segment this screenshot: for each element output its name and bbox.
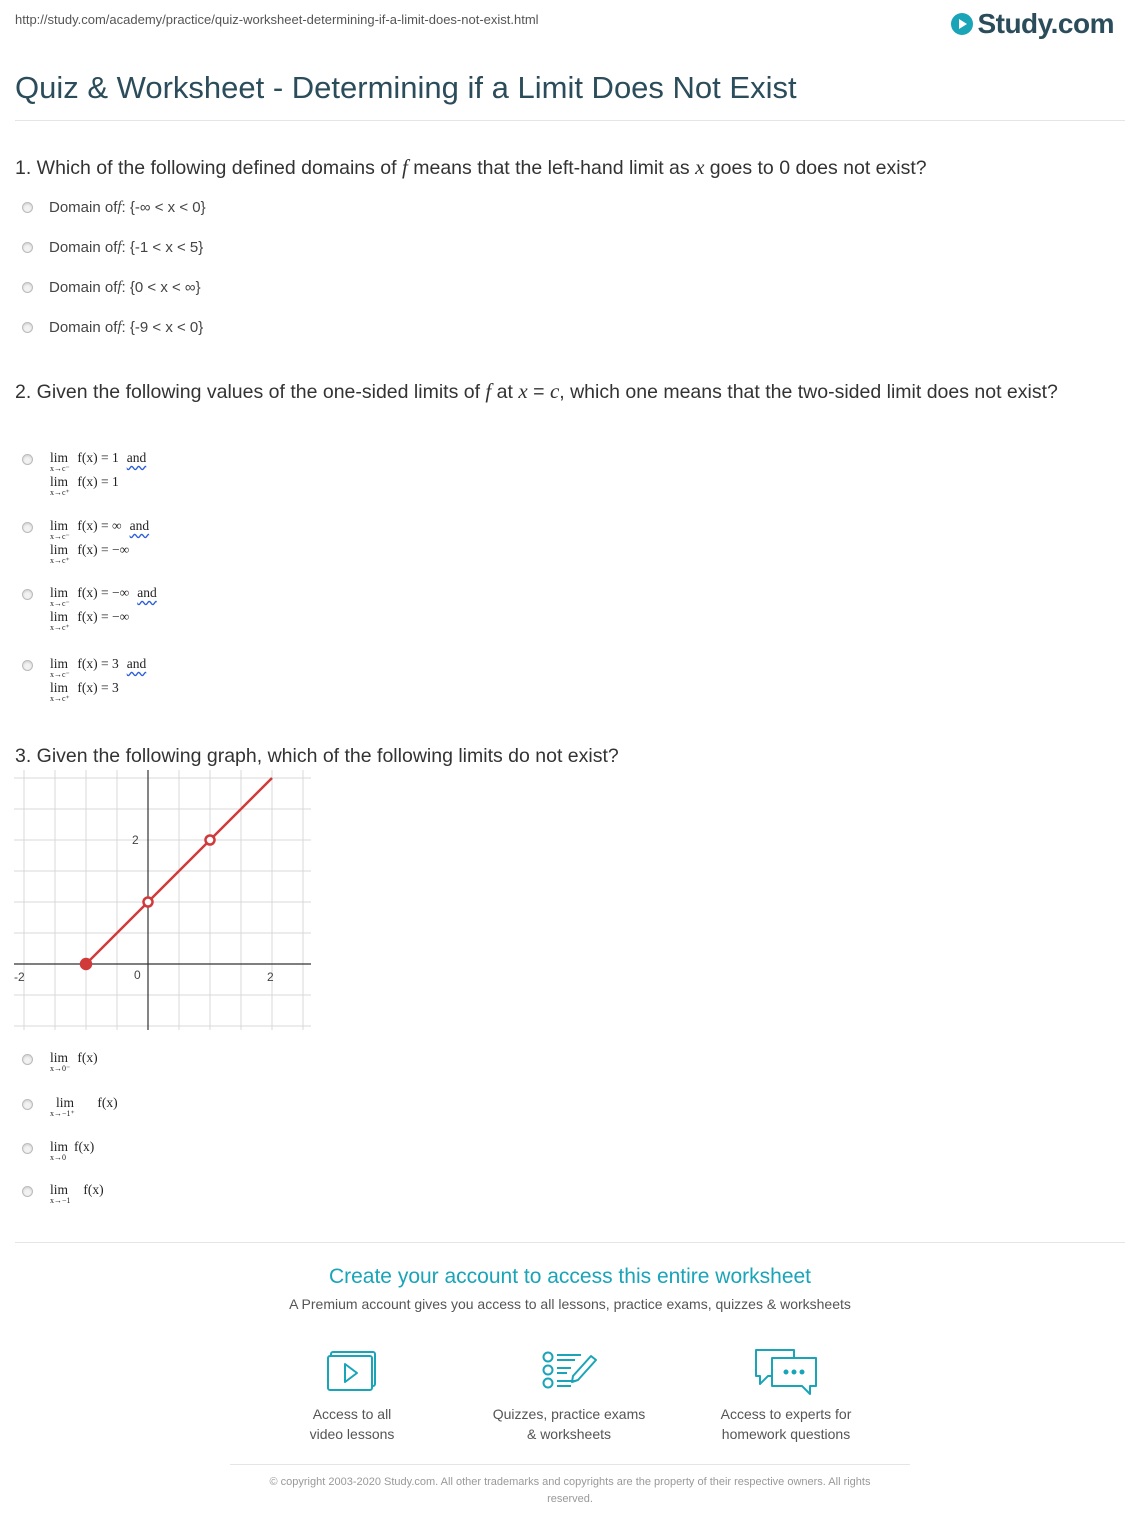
open-point — [206, 836, 215, 845]
tick-label-x0: 0 — [134, 968, 141, 982]
tick-label-x2: 2 — [267, 970, 274, 984]
feature-quizzes: Quizzes, practice exams & worksheets — [492, 1406, 646, 1442]
q1-option-3[interactable]: Domain of f : {0 < x < ∞} — [22, 279, 201, 296]
radio-button[interactable] — [22, 454, 33, 465]
feature-video-lessons: Access to all video lessons — [309, 1406, 395, 1442]
cta-divider — [15, 1242, 1125, 1243]
radio-button[interactable] — [22, 589, 33, 600]
video-lessons-icon — [327, 1350, 377, 1394]
page-title: Quiz & Worksheet - Determining if a Limit Does Not Exist — [15, 70, 797, 105]
radio-button[interactable] — [22, 522, 33, 533]
radio-button[interactable] — [22, 1099, 33, 1110]
radio-button[interactable] — [22, 1054, 33, 1065]
q1-option-1[interactable]: Domain of f : {-∞ < x < 0} — [22, 199, 206, 216]
play-logo-icon — [951, 13, 973, 35]
question-1: 1. Which of the following defined domains of f means that the left-hand limit as x goes to 0 does not exist? — [15, 155, 927, 179]
copyright: © copyright 2003-2020 Study.com. All other trademarks and copyrights are the property of their respective owners. All rights reserved. — [269, 1476, 871, 1505]
q1-option-2[interactable]: Domain of f : {-1 < x < 5} — [22, 239, 203, 256]
limit-graph — [14, 770, 314, 1030]
question-2: 2. Given the following values of the one-sided limits of f at x = c, which one means that the two-sided limit does not exist? — [15, 379, 1058, 403]
radio-button[interactable] — [22, 322, 33, 333]
cta-subtext: A Premium account gives you access to all lessons, practice exams, quizzes & worksheets — [289, 1296, 851, 1312]
radio-button[interactable] — [22, 1143, 33, 1154]
question-3: 3. Given the following graph, which of the following limits do not exist? — [15, 745, 619, 767]
tick-label-y2: 2 — [132, 833, 139, 847]
open-point — [144, 898, 153, 907]
radio-button[interactable] — [22, 1186, 33, 1197]
expert-chat-icon — [754, 1348, 818, 1398]
radio-button[interactable] — [22, 202, 33, 213]
page-url: http://study.com/academy/practice/quiz-worksheet-determining-if-a-limit-does-not-exist.html — [15, 12, 539, 27]
quizzes-worksheets-icon — [541, 1350, 599, 1390]
footer-divider — [230, 1464, 910, 1465]
tick-label-xm2: -2 — [14, 970, 25, 984]
closed-point — [81, 959, 91, 969]
logo-text: Study.com — [977, 8, 1114, 39]
radio-button[interactable] — [22, 242, 33, 253]
graph-grid — [14, 770, 311, 1030]
q1-option-4[interactable]: Domain of f : {-9 < x < 0} — [22, 319, 203, 336]
title-divider — [15, 120, 1125, 121]
study-logo[interactable] — [951, 6, 1114, 42]
feature-experts: Access to experts for homework questions — [720, 1406, 852, 1442]
radio-button[interactable] — [22, 282, 33, 293]
cta-heading[interactable]: Create your account to access this entire worksheet — [328, 1265, 812, 1288]
radio-button[interactable] — [22, 660, 33, 671]
